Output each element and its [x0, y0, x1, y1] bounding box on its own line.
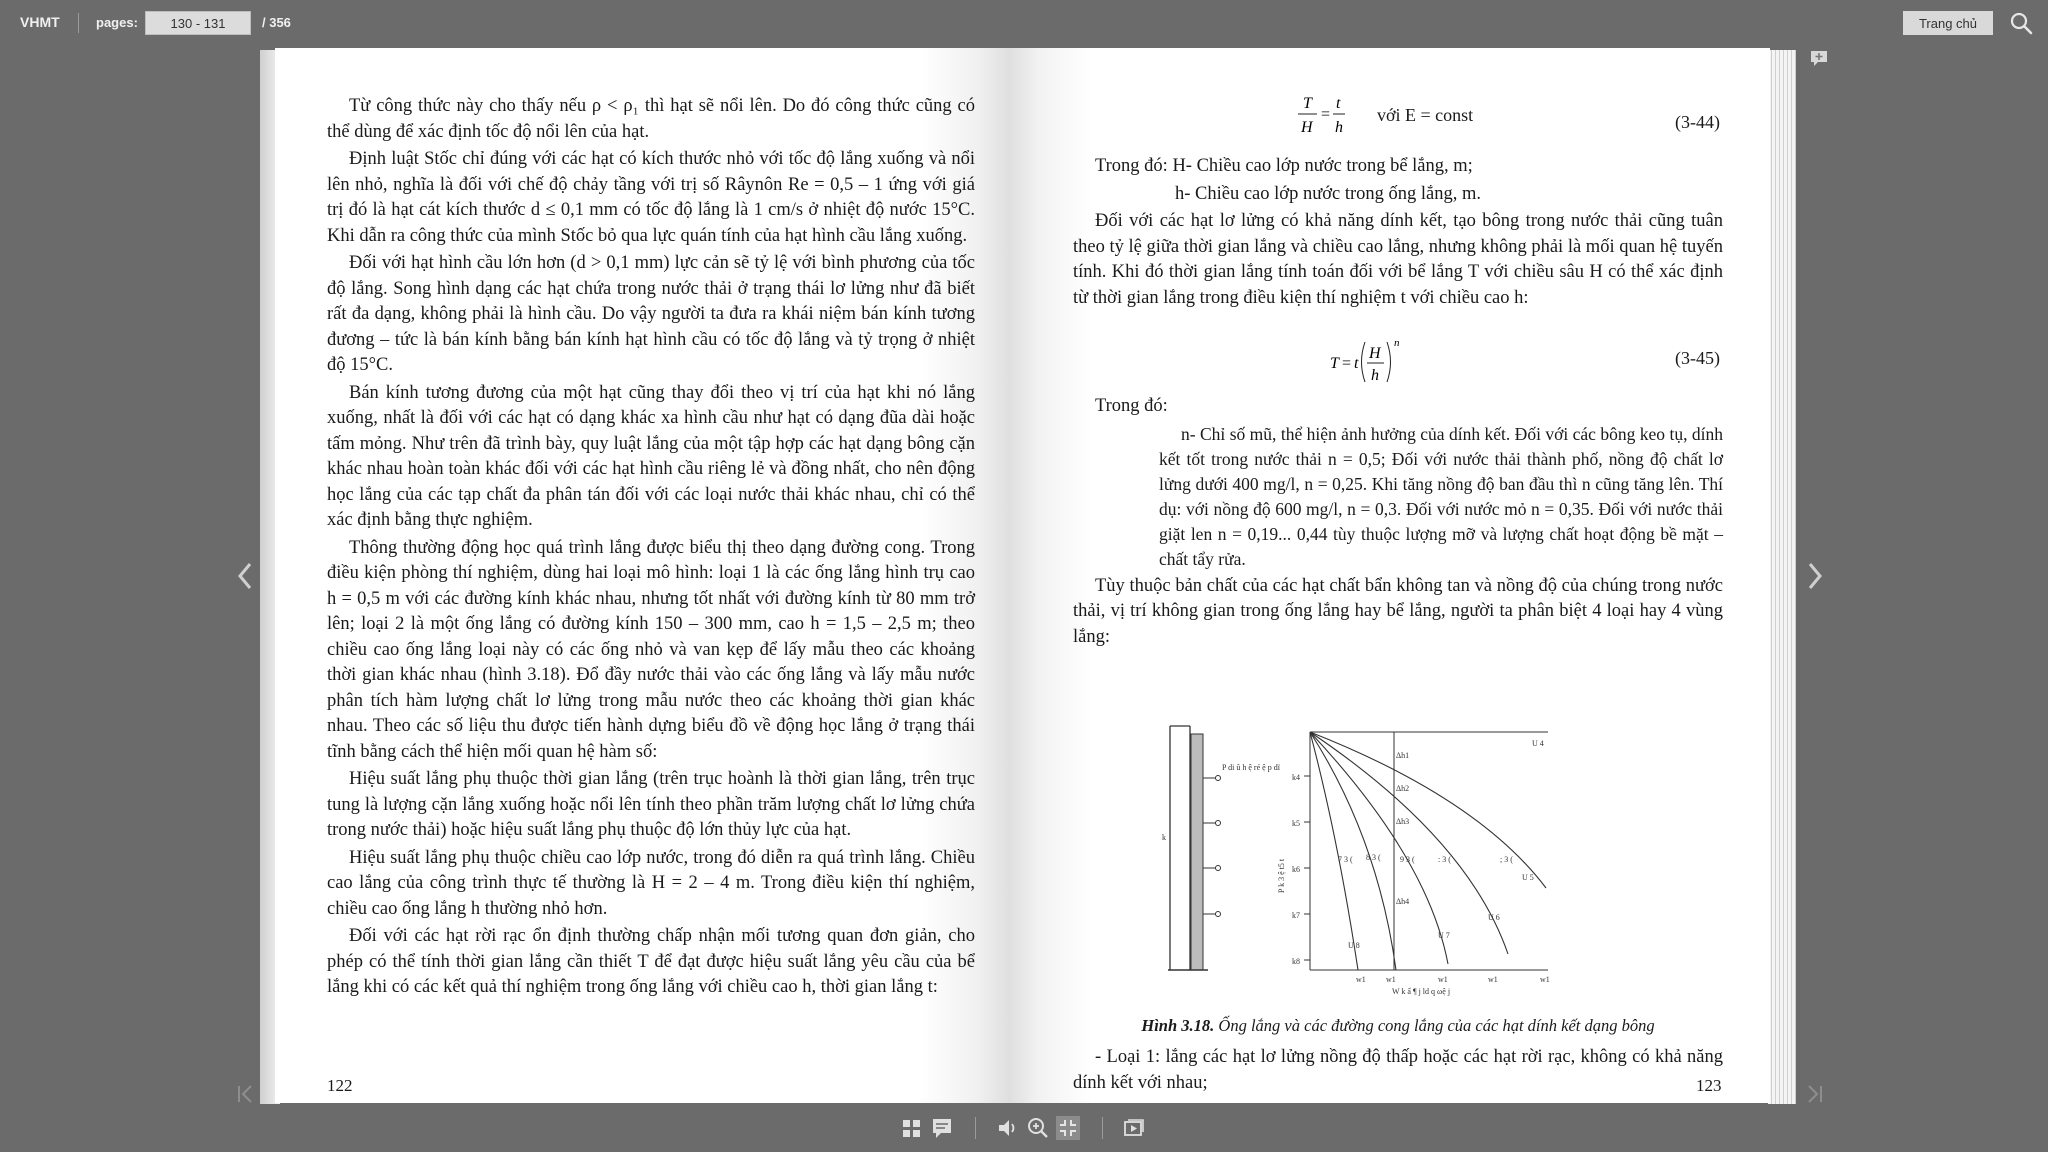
svg-text:t: t — [1336, 95, 1341, 112]
figure-label: w1 — [1488, 975, 1498, 984]
paragraph: Định luật Stốc chỉ đúng với các hạt có kích thước nhỏ với tốc độ lắng xuống và nổi lên nhỏ, nghĩa là đối với chế độ chảy tầng với trị số Râynôn Re = 0,5 – 1 ứng với giá trị đó là hạt cát kích thước d ≤ 0,1 mm có tốc độ lắng là 1 cm/s ở nhiệt độ nước 15°C. Khi dẫn ra công thức của mình Stốc bỏ qua lực quán tính của hạt hình cầu lắng xuống. — [327, 149, 975, 246]
figure-label: U 4 — [1532, 739, 1544, 748]
svg-text:h: h — [1371, 367, 1379, 384]
figure-3-18-settling-curves — [1148, 718, 1668, 998]
formula-3-44 — [1295, 92, 1351, 140]
figure-label: Δh2 — [1396, 784, 1410, 793]
figure-label: 9 3 ( — [1400, 855, 1415, 864]
equation-number: (3-45) — [1675, 348, 1720, 368]
pages-label: pages: — [96, 15, 138, 30]
paragraph: Hiệu suất lắng phụ thuộc thời gian lắng (trên trục hoành là thời gian lắng, trên trục tung là lượng cặn lắng xuống hoặc nổi lên tính theo phần trăm lượng chất lơ lửng chứa trong nước thải) hoặc hiệu suất lắng phụ thuộc độ lớn thủy lực của hạt. — [327, 769, 975, 840]
figure-label: Δh1 — [1396, 751, 1410, 760]
figure-label: W k ấ ¶ j ld q ωệ j — [1392, 987, 1451, 996]
toolbar-divider — [1102, 1117, 1103, 1139]
figure-label: U 8 — [1348, 941, 1360, 950]
svg-text:H: H — [1369, 345, 1381, 362]
figure-label: k6 — [1292, 865, 1300, 874]
pages-total: / 356 — [262, 15, 291, 30]
figure-label: k4 — [1292, 773, 1300, 782]
paragraph: Tùy thuộc bản chất của các hạt chất bẩn không tan và nồng độ của chúng trong nước thải, vị trí không gian trong ống lắng hay bể lắng, người ta phân biệt 4 loại hay 4 vùng lắng: — [1073, 575, 1723, 647]
right-page-body-top — [1073, 154, 1723, 313]
bookmark-add-icon[interactable] — [1810, 50, 1828, 66]
equation-number: (3-44) — [1675, 112, 1720, 132]
figure-label: k7 — [1292, 911, 1300, 920]
page-range-input[interactable] — [145, 11, 251, 35]
first-page-icon[interactable] — [234, 1082, 258, 1106]
paragraph: Trong đó: — [1095, 396, 1168, 416]
paragraph: Bán kính tương đương của một hạt cũng thay đổi theo vị trí của hạt khi nó lắng xuống, nhất là đối với các hạt có dạng khác xa hình cầu như hạt có dạng đũa dài hoặc tấm mỏng. Như trên đã trình bày, quy luật lắng của một tập hợp các hạt dạng bông cặn khác nhau hoàn toàn khác đối với các hạt hình cầu riêng lẻ và đồng nhất, cho nên động học lắng của các tạp chất đa phân tán đối với các loại nước thải khác nhau, chỉ có thể xác định bằng thực nghiệm. — [327, 382, 975, 530]
svg-text:H: H — [1301, 119, 1313, 136]
figure-caption — [1048, 1016, 1748, 1036]
figure-label: k8 — [1292, 957, 1300, 966]
paragraph: Trong đó: H- Chiều cao lớp nước trong bể lắng, m; — [1095, 156, 1473, 176]
paragraph: Đối với các hạt lơ lửng có khả năng dính kết, tạo bông trong nước thải cũng tuân theo tỷ lệ giữa thời gian lắng và chiều cao lắng, nhưng không phải là mối quan hệ tuyến tính. Khi đó thời gian lắng tính toán đối với bể lắng T với chiều sâu H có thể xác định từ thời gian lắng trong điều kiện thí nghiệm t với chiều cao h: — [1073, 211, 1723, 308]
figure-label: U 5 — [1522, 873, 1534, 882]
top-toolbar — [0, 0, 2048, 46]
caption-text: Ống lắng và các đường cong lắng của các hạt dính kết dạng bông — [1218, 1016, 1655, 1035]
figure-label: U 7 — [1438, 931, 1450, 940]
svg-text:=: = — [1321, 106, 1331, 123]
figure-label: Δh3 — [1396, 817, 1410, 826]
figure-label: w1 — [1386, 975, 1396, 984]
formula-3-45 — [1320, 332, 1416, 392]
figure-label: k5 — [1292, 819, 1300, 828]
book-page-stack-right — [1768, 50, 1796, 1104]
left-page-body — [327, 94, 975, 1003]
figure-label: : 3 ( — [1438, 855, 1451, 864]
sound-icon[interactable] — [996, 1116, 1020, 1140]
figure-label: 8 3 ( — [1366, 853, 1381, 862]
figure-label: Δh4 — [1396, 897, 1410, 906]
figure-label: P k 3 ệ t5 t — [1277, 858, 1286, 893]
paragraph: Đối với hạt hình cầu lớn hơn (d > 0,1 mm) lực cản sẽ tỷ lệ với bình phương của tốc độ lắng. Song hình dạng các hạt chứa trong nước thải ở trạng thái lơ lửng như đã biết rất đa dạng, không phải là hình cầu. Do vậy người ta đưa ra khái niệm bán kính tương đương – tức là bán kính bằng bán kính hạt hình cầu có tốc độ lắng và tỷ trọng ở nhiệt độ 15°C. — [327, 253, 975, 375]
toolbar-divider — [78, 13, 79, 33]
svg-text:t: t — [1354, 355, 1359, 372]
paragraph: h- Chiều cao lớp nước trong ống lắng, m. — [1175, 183, 1482, 204]
figure-label: w1 — [1438, 975, 1448, 984]
formula-condition: với E = const — [1377, 105, 1474, 125]
home-button[interactable]: Trang chủ — [1903, 11, 1993, 35]
paragraph: Thông thường động học quá trình lắng được biểu thị theo dạng đường cong. Trong điều kiện phòng thí nghiệm, dùng hai loại mô hình: loại 1 là các ống lắng hình trụ cao h = 0,5 m với các đường kính khác nhau, nhưng tốt nhất với đường kính từ 80 mm trở lên; loại 2 là một ống lắng có đường kính 150 – 300 mm, cao h = 1,5 – 2,5 m; theo chiều cao ống lắng loại này có các ống nhỏ và van kẹp để lấy mẫu theo các khoảng thời gian khác nhau (hình 3.18). Đổ đầy nước thải vào các ống lắng và lấy mẫu nước phân tích hàm lượng chất lơ lửng trong mẫu nước theo các khoảng thời gian khác nhau. Theo các số liệu thu được tiến hành dựng biểu đồ về động học lắng ở trạng thái tĩnh bằng cách thể hiện mối quan hệ hàm số: — [327, 537, 975, 762]
next-page-arrow-icon[interactable] — [1803, 556, 1827, 596]
bottom-toolbar — [0, 1110, 2048, 1150]
brand-title: VHMT — [20, 14, 60, 30]
zoom-in-icon[interactable] — [1026, 1116, 1050, 1140]
svg-text:T: T — [1330, 355, 1339, 372]
paragraph: Đối với các hạt rời rạc ổn định thường chấp nhận mối tương quan đơn giản, cho phép có thể tính thời gian lắng cần thiết T để đạt được hiệu suất lắng yêu cầu của bể lắng khi có các kết quả thí nghiệm trong ống lắng với chiều cao h, thời gian lắng t: — [327, 926, 975, 997]
thumbnails-grid-icon[interactable] — [900, 1116, 924, 1140]
paragraph: Từ công thức này cho thấy nếu ρ < ρ₁ thì hạt sẽ nổi lên. Do đó công thức cũng có thể dùng để xác định tốc độ nổi lên của hạt. — [327, 96, 975, 142]
search-icon[interactable] — [2008, 10, 2034, 36]
svg-text:n: n — [1394, 337, 1400, 349]
toolbar-divider — [975, 1117, 976, 1139]
figure-label: w1 — [1356, 975, 1366, 984]
figure-label: w1 — [1540, 975, 1550, 984]
page-number-right: 123 — [1696, 1076, 1722, 1095]
slideshow-icon[interactable] — [1122, 1116, 1146, 1140]
figure-label: 7 3 ( — [1338, 855, 1353, 864]
svg-text:T: T — [1303, 95, 1312, 112]
previous-page-arrow-icon[interactable] — [233, 556, 257, 596]
paragraph: - Loại 1: lắng các hạt lơ lửng nồng độ thấp hoặc các hạt rời rạc, không có khả năng dính kết với nhau; — [1073, 1047, 1723, 1093]
figure-label: k — [1162, 833, 1166, 842]
figure-label: ; 3 ( — [1500, 855, 1513, 864]
caption-figure-number: Hình 3.18. — [1141, 1016, 1215, 1035]
figure-label: P di û h ệ ré ệ p dï — [1222, 763, 1280, 772]
last-page-icon[interactable] — [1802, 1082, 1826, 1106]
right-page-body-middle — [1073, 394, 1723, 652]
figure-label: U 6 — [1488, 913, 1500, 922]
right-page-body-bottom — [1073, 1045, 1723, 1098]
svg-text:=: = — [1342, 355, 1352, 372]
book-page-left — [275, 48, 1008, 1103]
book-page-right — [1008, 48, 1770, 1103]
fullscreen-exit-icon[interactable] — [1056, 1116, 1080, 1140]
paragraph: Hiệu suất lắng phụ thuộc chiều cao lớp nước, trong đó diễn ra quá trình lắng. Chiều cao lắng của công trình thực tế thường là H = 2 – 4 m. Trong điều kiện thí nghiệm, chiều cao ống lắng h thường nhỏ hơn. — [327, 847, 975, 919]
list-item: n- Chỉ số mũ, thể hiện ảnh hưởng của dính kết. Đối với các bông keo tụ, dính kết tốt trong nước thải n = 0,5; Đối với nước thải thành phố, nồng độ chất lơ lửng dưới 400 mg/l, n = 0,25. Khi tăng nồng độ ban đầu thì n cũng tăng lên. Thí dụ: với nồng độ 600 mg/l, n = 0,3. Đối với nước mỏ n = 0,35. Đối với nước thải giặt len n = 0,19... 0,44 tùy thuộc lượng mỡ và lượng chất hoạt động bề mặt – chất tẩy rửa. — [1159, 423, 1723, 569]
svg-text:h: h — [1335, 119, 1343, 136]
comments-icon[interactable] — [930, 1116, 954, 1140]
page-number-left: 122 — [327, 1076, 353, 1095]
